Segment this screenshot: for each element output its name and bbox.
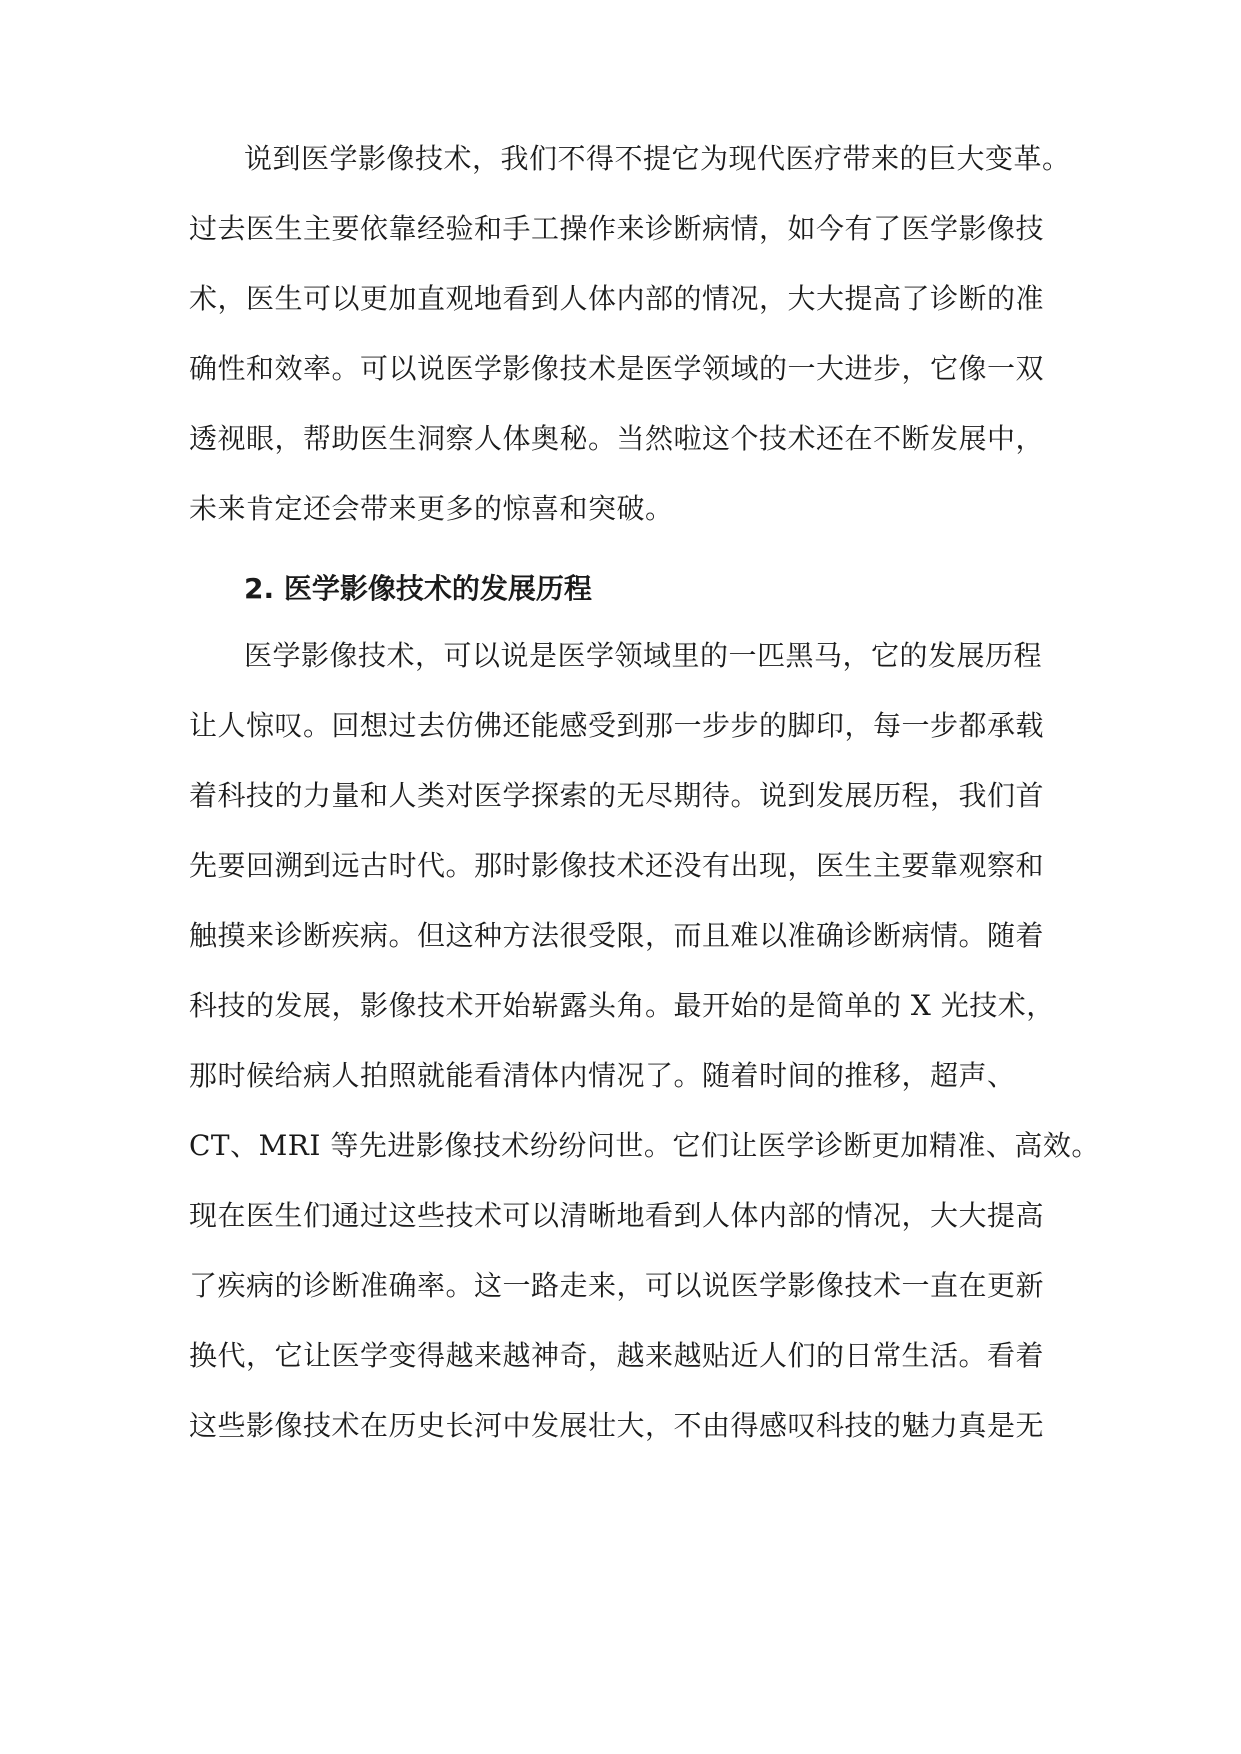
paragraph-line: 着科技的力量和人类对医学探索的无尽期待。说到发展历程，我们首: [189, 779, 1045, 812]
paragraph-line: 先要回溯到远古时代。那时影像技术还没有出现，医生主要靠观察和: [189, 849, 1045, 882]
paragraph-line: 确性和效率。可以说医学影像技术是医学领域的一大进步，它像一双: [189, 352, 1045, 385]
paragraph-line: 那时候给病人拍照就能看清体内情况了。随着时间的推移，超声、: [189, 1059, 1016, 1092]
paragraph-line: 透视眼，帮助医生洞察人体奥秘。当然啦这个技术还在不断发展中，: [189, 422, 1045, 455]
paragraph-line: 科技的发展，影像技术开始崭露头角。最开始的是简单的 X 光技术，: [189, 989, 1055, 1022]
paragraph-line: CT、MRI 等先进影像技术纷纷问世。它们让医学诊断更加精准、高效。: [189, 1129, 1100, 1162]
paragraph-line: 术，医生可以更加直观地看到人体内部的情况，大大提高了诊断的准: [189, 282, 1045, 315]
paragraph-line: 这些影像技术在历史长河中发展壮大，不由得感叹科技的魅力真是无: [189, 1409, 1045, 1442]
paragraph-line: 现在医生们通过这些技术可以清晰地看到人体内部的情况，大大提高: [189, 1199, 1045, 1232]
paragraph-line: 说到医学影像技术，我们不得不提它为现代医疗带来的巨大变革。: [244, 142, 1071, 175]
paragraph-line: 了疾病的诊断准确率。这一路走来，可以说医学影像技术一直在更新: [189, 1269, 1045, 1302]
paragraph-line: 过去医生主要依靠经验和手工操作来诊断病情，如今有了医学影像技: [189, 212, 1045, 245]
paragraph-line: 换代，它让医学变得越来越神奇，越来越贴近人们的日常生活。看着: [189, 1339, 1045, 1372]
paragraph-line: 让人惊叹。回想过去仿佛还能感受到那一步步的脚印，每一步都承载: [189, 709, 1045, 742]
paragraph-line: 未来肯定还会带来更多的惊喜和突破。: [189, 492, 674, 525]
paragraph-line: 医学影像技术，可以说是医学领域里的一匹黑马，它的发展历程: [244, 639, 1043, 672]
paragraph-line: 触摸来诊断疾病。但这种方法很受限，而且难以准确诊断病情。随着: [189, 919, 1045, 952]
section-heading: 2. 医学影像技术的发展历程: [244, 572, 592, 605]
